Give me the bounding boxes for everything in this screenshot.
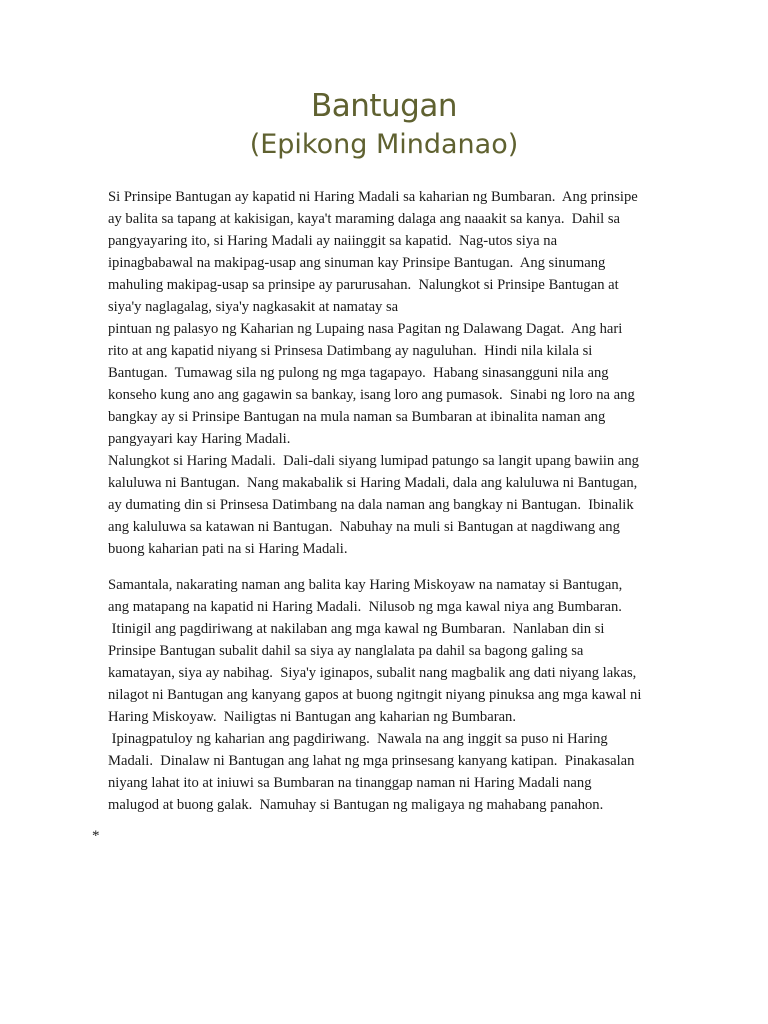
text-line: Samantala, nakarating naman ang balita kay Haring Miskoyaw na namatay si Bantugan,: [108, 577, 623, 593]
text-line: ang matapang na kapatid ni Haring Madali. Nilusob ng mga kawal niya ang Bumbaran.: [108, 599, 622, 615]
text-line: Itinigil ang pagdiriwang at nakilaban ang mga kawal ng Bumbaran. Nanlaban din si: [108, 621, 605, 637]
footnote-mark: *: [92, 828, 100, 844]
text-line: pintuan ng palasyo ng Kaharian ng Lupaing nasa Pagitan ng Dalawang Dagat. Ang hari: [108, 321, 623, 337]
text-line: Madali. Dinalaw ni Bantugan ang lahat ng mga prinsesang kanyang katipan. Pinakasalan: [108, 753, 635, 769]
paragraph-2: [108, 574, 688, 816]
paragraph-gap: [108, 560, 688, 574]
text-line: kaluluwa ni Bantugan. Nang makabalik si Haring Madali, dala ang kaluluwa ni Bantugan,: [108, 475, 638, 491]
text-line: malugod at buong galak. Namuhay si Bantugan ng maligaya ng mahabang panahon.: [108, 797, 604, 813]
text-line: pangyayaring ito, si Haring Madali ay naiinggit sa kapatid. Nag-utos siya na: [108, 233, 558, 249]
text-line: Bantugan. Tumawag sila ng pulong ng mga tagapayo. Habang sinasangguni nila ang: [108, 365, 609, 381]
text-line: Si Prinsipe Bantugan ay kapatid ni Haring Madali sa kaharian ng Bumbaran. Ang prinsipe: [108, 189, 638, 205]
text-line: konseho kung ano ang gagawin sa bankay, isang loro ang pumasok. Sinabi ng loro na ang: [108, 387, 635, 403]
text-line: ay balita sa tapang at kakisigan, kaya't maraming dalaga ang naaakit sa kanya. Dahil sa: [108, 211, 620, 227]
text-line: kamatayan, siya ay nabihag. Siya'y iginapos, subalit nang magbalik ang dati niyang lakas,: [108, 665, 637, 681]
paragraph-1: [108, 186, 688, 560]
document-body: [108, 186, 688, 816]
text-line: ay dumating din si Prinsesa Datimbang na dala naman ang bangkay ni Bantugan. Ibinalik: [108, 497, 634, 513]
text-line: Nalungkot si Haring Madali. Dali-dali siyang lumipad patungo sa langit upang bawiin ang: [108, 453, 639, 469]
text-line: pangyayari kay Haring Madali.: [108, 431, 291, 447]
document-title: Bantugan: [310, 88, 458, 124]
text-line: bangkay ay si Prinsipe Bantugan na mula naman sa Bumbaran at ibinalita naman ang: [108, 409, 606, 425]
text-line: buong kaharian pati na si Haring Madali.: [108, 541, 348, 557]
text-line: ipinagbabawal na makipag-usap ang sinuman kay Prinsipe Bantugan. Ang sinumang: [108, 255, 606, 271]
text-line: mahuling makipag-usap sa prinsipe ay parurusahan. Nalungkot si Prinsipe Bantugan at: [108, 277, 619, 293]
text-line: Haring Miskoyaw. Nailigtas ni Bantugan ang kaharian ng Bumbaran.: [108, 709, 516, 725]
text-line: rito at ang kapatid niyang si Prinsesa Datimbang ay naguluhan. Hindi nila kilala si: [108, 343, 593, 359]
text-line: niyang lahat ito at iniuwi sa Bumbaran na tinanggap naman ni Haring Madali nang: [108, 775, 592, 791]
text-line: Ipinagpatuloy ng kaharian ang pagdiriwang. Nawala na ang inggit sa puso ni Haring: [108, 731, 608, 747]
text-line: siya'y naglagalag, siya'y nagkasakit at namatay sa: [108, 299, 399, 315]
document-subtitle: (Epikong Mindanao): [249, 129, 519, 160]
text-line: ang kaluluwa sa katawan ni Bantugan. Nabuhay na muli si Bantugan at nagdiwang ang: [108, 519, 620, 535]
text-line: Prinsipe Bantugan subalit dahil sa siya ay nanglalata pa dahil sa bagong galing sa: [108, 643, 584, 659]
text-line: nilagot ni Bantugan ang kanyang gapos at buong ngitngit niyang pinuksa ang mga kawal ni: [108, 687, 642, 703]
